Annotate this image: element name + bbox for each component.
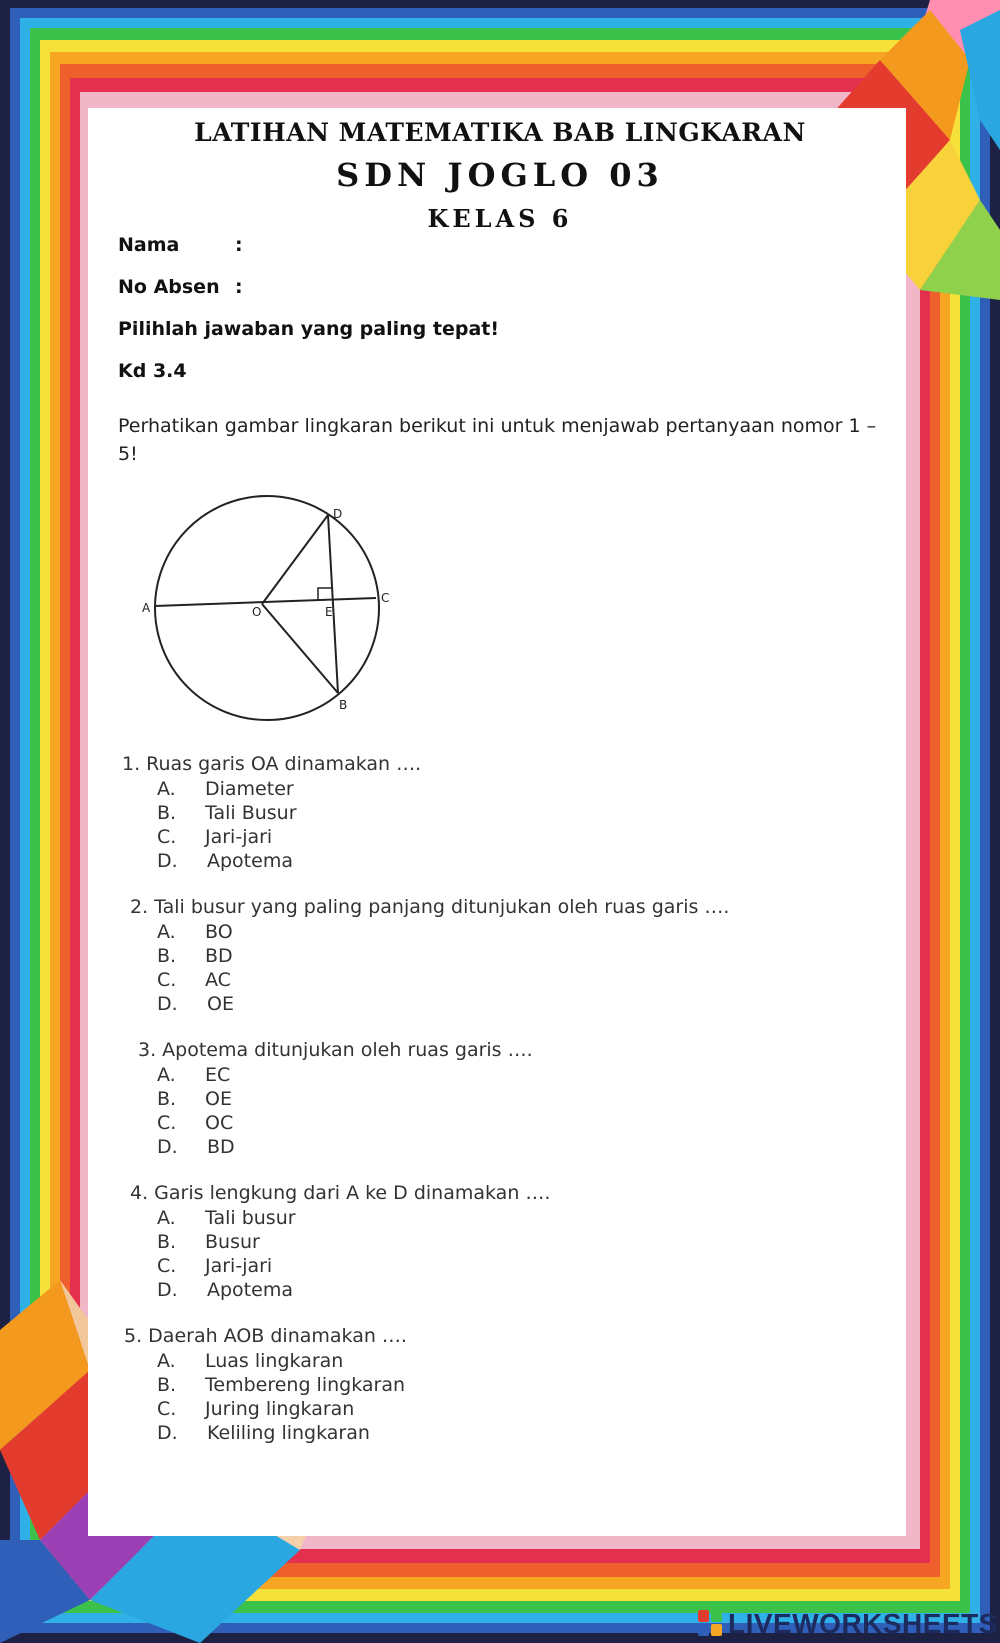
instruction-text: Pilihlah jawaban yang paling tepat! [118, 318, 500, 340]
option-letter: B. [157, 1374, 177, 1396]
q1-option-b[interactable]: Tali Busur [205, 802, 297, 824]
option-letter: A. [157, 1064, 176, 1086]
option-letter: C. [157, 1112, 177, 1134]
option-letter: B. [157, 802, 177, 824]
q3-option-d[interactable]: BD [207, 1136, 235, 1158]
absen-label: No Absen [118, 276, 220, 298]
circle [155, 496, 379, 720]
q2-option-d[interactable]: OE [207, 993, 234, 1015]
q3-option-b[interactable]: OE [205, 1088, 232, 1110]
option-letter: C. [157, 1398, 177, 1420]
q5-option-a[interactable]: Luas lingkaran [205, 1350, 344, 1372]
option-letter: C. [157, 969, 177, 991]
q5-option-b[interactable]: Tembereng lingkaran [205, 1374, 406, 1396]
option-letter: B. [157, 1088, 177, 1110]
label-D: D [333, 507, 343, 521]
label-C: C [381, 591, 390, 605]
label-B: B [339, 698, 348, 712]
worksheet-title: LATIHAN MATEMATIKA BAB LINGKARAN [194, 118, 806, 147]
class-label: KELAS 6 [427, 204, 573, 233]
kd-label: Kd 3.4 [118, 360, 187, 382]
school-name: SDN JOGLO 03 [336, 156, 664, 194]
option-letter: A. [157, 921, 176, 943]
absen-colon: : [235, 276, 243, 298]
q3-option-a[interactable]: EC [205, 1064, 231, 1086]
option-letter: D. [157, 850, 178, 872]
q4-option-c[interactable]: Jari-jari [205, 1255, 273, 1277]
option-letter: D. [157, 1136, 178, 1158]
label-A: A [142, 601, 151, 615]
option-letter: B. [157, 945, 177, 967]
q2-option-b[interactable]: BD [205, 945, 233, 967]
option-letter: A. [157, 778, 176, 800]
q4-option-b[interactable]: Busur [205, 1231, 260, 1253]
question-3: 3. Apotema ditunjukan oleh ruas garis …. [138, 1039, 533, 1061]
option-letter: D. [157, 1422, 178, 1444]
option-letter: D. [157, 1279, 178, 1301]
q5-option-c[interactable]: Juring lingkaran [205, 1398, 355, 1420]
option-letter: A. [157, 1207, 176, 1229]
name-colon: : [235, 234, 243, 256]
question-2: 2. Tali busur yang paling panjang ditunjukan oleh ruas garis …. [130, 896, 730, 918]
question-1: 1. Ruas garis OA dinamakan …. [122, 753, 422, 775]
name-label: Nama [118, 234, 180, 256]
label-O: O [252, 605, 262, 619]
option-letter: C. [157, 1255, 177, 1277]
q1-option-a[interactable]: Diameter [205, 778, 294, 800]
q2-option-a[interactable]: BO [205, 921, 233, 943]
label-E: E [325, 605, 333, 619]
intro-text: Perhatikan gambar lingkaran berikut ini untuk menjawab pertanyaan nomor 1 – 5! [118, 415, 877, 465]
option-letter: A. [157, 1350, 176, 1372]
chord-DB [328, 515, 338, 693]
q5-option-d[interactable]: Keliling lingkaran [207, 1422, 370, 1444]
option-letter: C. [157, 826, 177, 848]
liveworksheets-logo-icon [698, 1610, 722, 1636]
q1-option-d[interactable]: Apotema [207, 850, 293, 872]
question-5: 5. Daerah AOB dinamakan …. [124, 1325, 407, 1347]
option-letter: B. [157, 1231, 177, 1253]
watermark-text: LIVEWORKSHEETS [728, 1608, 998, 1639]
option-letter: D. [157, 993, 178, 1015]
q2-option-c[interactable]: AC [205, 969, 231, 991]
q4-option-d[interactable]: Apotema [207, 1279, 293, 1301]
q1-option-c[interactable]: Jari-jari [205, 826, 273, 848]
q3-option-c[interactable]: OC [205, 1112, 234, 1134]
right-angle-mark [318, 588, 332, 600]
q4-option-a[interactable]: Tali busur [205, 1207, 296, 1229]
question-4: 4. Garis lengkung dari A ke D dinamakan …. [130, 1182, 551, 1204]
circle-diagram [140, 490, 400, 730]
